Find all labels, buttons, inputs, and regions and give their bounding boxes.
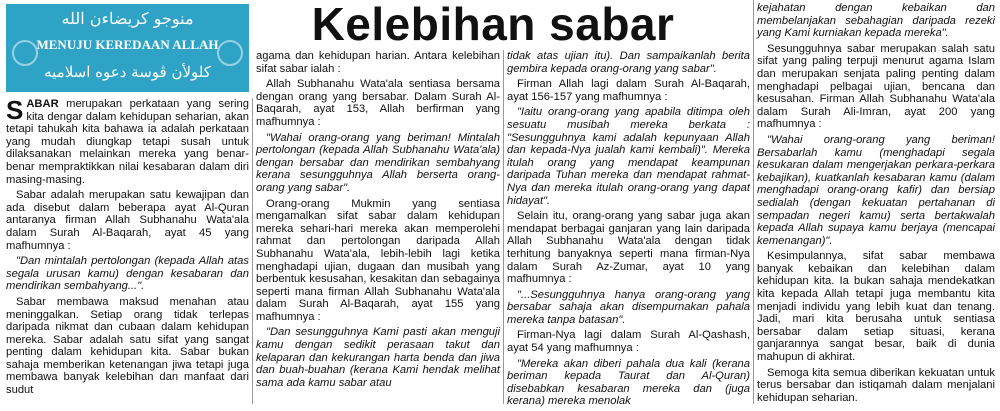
article-column-1 [6, 95, 249, 400]
banner-arabic-title: منوجو كريضاءن الله [61, 9, 194, 28]
article-paragraph: Firman-Nya lagi dalam Surah Al-Qashash, ayat 54 yang mafhumnya : [507, 329, 750, 355]
article-column-2 [256, 50, 500, 392]
article-paragraph: Sabar adalah merupakan satu kewajipan dan ada disebut dalam beberapa ayat Al-Quran antaranya firman Allah Subhanahu Wata'ala dalam Surah Al-Baqarah, ayat 45 yang mafhumnya : [6, 189, 249, 252]
article-paragraph: Semoga kita semua diberikan kekuatan untuk terus bersabar dan istiqamah dalam menjalani kehidupan seharian. [757, 366, 995, 404]
column-divider [503, 50, 504, 404]
article-column-4 [757, 2, 995, 407]
article-paragraph: Allah Subhanahu Wata'ala sentiasa bersama dengan orang yang bersabar. Dalam Surah Al-Baqarah, ayat 153, Allah berfirman yang mafhumnya : [256, 78, 500, 128]
quran-quote: "Mereka akan diberi pahala dua kali (kerana beriman kepada Taurat dan Al-Quran) disebabkan kesabaran mereka dan (juga kerana) mereka menolak [507, 357, 750, 408]
drop-cap: S [6, 95, 24, 125]
article-paragraph: Sesungguhnya sabar merupakan salah satu sifat yang paling terpuji menurut agama Islam dan merupakan senjata paling penting dalam menghadapi pelbagai ujian, bencana dan kesusahan. Firman Allah Subhanahu Wata'ala dalam Surah Ali-Imran, ayat 200 yang mafhumnya : [757, 42, 995, 131]
article-paragraph: Firman Allah lagi dalam Surah Al-Baqarah, ayat 156-157 yang mafhumnya : [507, 78, 750, 103]
article-paragraph: Kesimpulannya, sifat sabar membawa banyak kebaikan dan kelebihan dalam kehidupan kita. Ia bukan sahaja mendekatkan kita kepada Allah tetapi juga membantu kita menjadi individu yang lebih kuat dan tenang. Jadi, mari kita berusaha untuk sentiasa bersabar dalam setiap situasi, kerana ganjarannya sangat besar, baik di dunia mahupun di akhirat. [757, 250, 995, 364]
quran-quote: "...Sesungguhnya hanya orang-orang yang bersabar sahaja akan disempurnakan pahala mereka tanpa batasan". [507, 288, 750, 326]
article-paragraph: SABAR merupakan perkataan yang sering kita dengar dalam kehidupan seharian, akan tetapi tahukah kita bahawa ia adalah perkataan yang mudah diungkap tetapi susah untuk dilaksanakan melainkan mereka yang benar-benar mempraktikkan nilai kesabaran dalam diri masing-masing. [6, 95, 249, 186]
lead-word: ABAR [26, 98, 59, 110]
article-paragraph: agama dan kehidupan harian. Antara kelebihan sifat sabar ialah : [256, 50, 500, 75]
article-column-3 [507, 50, 750, 411]
column-divider [252, 98, 253, 404]
article-paragraph: Sabar membawa maksud menahan atau meninggalkan. Setiap orang tidak terlepas daripada nikmat dan cubaan dalam kehidupan mereka. Sabar adalah satu sifat yang sangat penting dalam kehidupan kita. Sabar bukan sahaja memberikan ketenangan jiwa tetapi juga membawa banyak kelebihan dan manfaat dari sudut [6, 295, 249, 397]
column-divider [753, 0, 754, 404]
article-paragraph: Orang-orang Mukmin yang sentiasa mengamalkan sifat sabar dalam kehidupan mereka sehari-hari mereka akan memperolehi rahmat dan pertolongan daripada Allah Subhanahu Wata'ala, lebih-lebih lagi ketika menghadapi ujian, dugaan dan musibah yang berbentuk kesusahan, kesakitan dan sebagainya seperti mana firman Allah Subhanahu Wata'ala dalam Surah Al-Baqarah, ayat 155 yang mafhumnya : [256, 197, 500, 323]
article-headline: Kelebihan sabar [311, 0, 675, 50]
column-banner [6, 4, 249, 92]
banner-subtitle: MENUJU KEREDAAN ALLAH [36, 37, 219, 52]
ornament-right-icon [217, 40, 243, 66]
quran-quote: tidak atas ujian itu). Dan sampaikanlah berita gembira kepada orang-orang yang sabar". [507, 50, 750, 75]
quran-quote: "Dan sesungguhnya Kami pasti akan menguji kamu dengan sedikit perasaan takut dan kelaparan dan kekurangan harta benda dan jiwa dan buah-buahan (kerana Kami hendak melihat sama ada kamu sabar atau [256, 326, 500, 389]
quran-quote: "Wahai orang-orang yang beriman! Mintalah pertolongan (kepada Allah Subhanahu Wata'ala) dengan bersabar dan mendirikan sembahyang kerana sesungguhnya Allah berserta orang-orang yang sabar". [256, 131, 500, 194]
article-paragraph: Selain itu, orang-orang yang sabar juga akan mendapat berbagai ganjaran yang lain daripada Allah Subhanahu Wata'ala dengan tidak terhitung banyaknya seperti mana firman-Nya dalam Surah Az-Zumar, ayat 10 yang mafhumnya : [507, 210, 750, 286]
quran-quote: "Dan mintalah pertolongan (kepada Allah atas segala urusan kamu) dengan kesabaran dan mendirikan sembahyang...". [6, 255, 249, 293]
banner-arabic-byline: كلولأن ڤوسة دعوه اسلاميه [44, 63, 211, 81]
ornament-left-icon [12, 40, 38, 66]
quran-quote: "Wahai orang-orang yang beriman! Bersabarlah kamu (menghadapi segala kesukaran dalam mengerjakan perkara-perkara kebajikan), kuatkanlah kesabaran kamu (dalam menghadapi orang-orang kafir) dan bersiap sedialah (dengan kekuatan pertahanan di sempadan negeri kamu) serta bertakwalah kepada Allah supaya kamu berjaya (mencapai kemenangan)". [757, 133, 995, 247]
quran-quote: "Iaitu orang-orang yang apabila ditimpa oleh sesuatu musibah mereka berkata : "Sesungguhnya kami adalah kepunyaan Allah dan kepada-Nya jualah kami kembali)". Mereka itulah orang yang mendapat keampunan daripada Tuhan mereka dan mendapat rahmat-Nya dan mereka itulah orang-orang yang dapat hidayat". [507, 106, 750, 207]
quran-quote: kejahatan dengan kebaikan dan membelanjakan sebahagian daripada rezeki yang Kami kurniakan kepada mereka". [757, 2, 995, 40]
